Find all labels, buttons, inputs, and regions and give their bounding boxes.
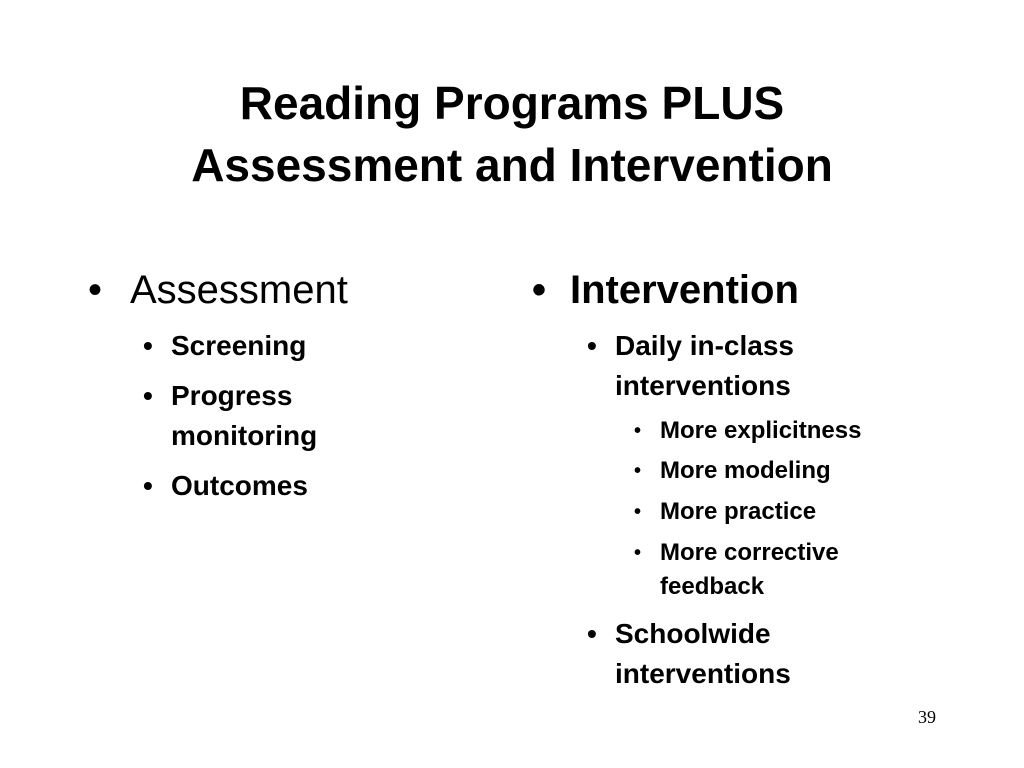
title-line-2: Assessment and Intervention — [191, 139, 833, 191]
bullet-dot: • — [634, 542, 642, 564]
more-explicitness-label: More explicitness — [660, 417, 862, 444]
daily-in-class-label: Daily in-class interventions — [615, 330, 794, 401]
bullet-dot: • — [88, 268, 103, 312]
bullet-more-explicitness — [634, 414, 861, 448]
page-number: 39 — [918, 707, 936, 727]
bullet-dot: • — [634, 460, 642, 482]
screening-label: Screening — [171, 330, 307, 361]
title-line-1: Reading Programs PLUS — [239, 77, 785, 129]
assessment-heading: Assessment — [130, 268, 348, 312]
bullet-screening — [143, 326, 306, 366]
schoolwide-label: Schoolwide interventions — [615, 618, 791, 689]
bullet-dot: • — [143, 330, 153, 361]
bullet-more-modeling — [634, 454, 831, 488]
bullet-progress-monitoring — [143, 376, 361, 456]
more-modeling-label: More modeling — [660, 457, 831, 484]
progress-monitoring-label: Progress monitoring — [171, 380, 318, 451]
bullet-dot: • — [634, 501, 642, 523]
bullet-dot: • — [143, 380, 153, 411]
bullet-more-corrective-feedback — [634, 536, 890, 604]
bullet-daily-in-class — [587, 326, 855, 406]
bullet-intervention — [532, 267, 799, 313]
more-practice-label: More practice — [660, 498, 817, 525]
bullet-schoolwide — [587, 614, 845, 694]
bullet-dot: • — [634, 420, 642, 442]
outcomes-label: Outcomes — [171, 470, 308, 501]
bullet-dot: • — [587, 330, 597, 361]
bullet-assessment — [88, 267, 348, 313]
bullet-outcomes — [143, 466, 308, 506]
more-corrective-feedback-label: More corrective feedback — [660, 539, 839, 600]
bullet-dot: • — [532, 268, 547, 312]
bullet-dot: • — [143, 470, 153, 501]
bullet-dot: • — [587, 618, 597, 649]
intervention-heading: Intervention — [570, 268, 799, 312]
slide-title — [0, 72, 1024, 196]
bullet-more-practice — [634, 495, 816, 529]
